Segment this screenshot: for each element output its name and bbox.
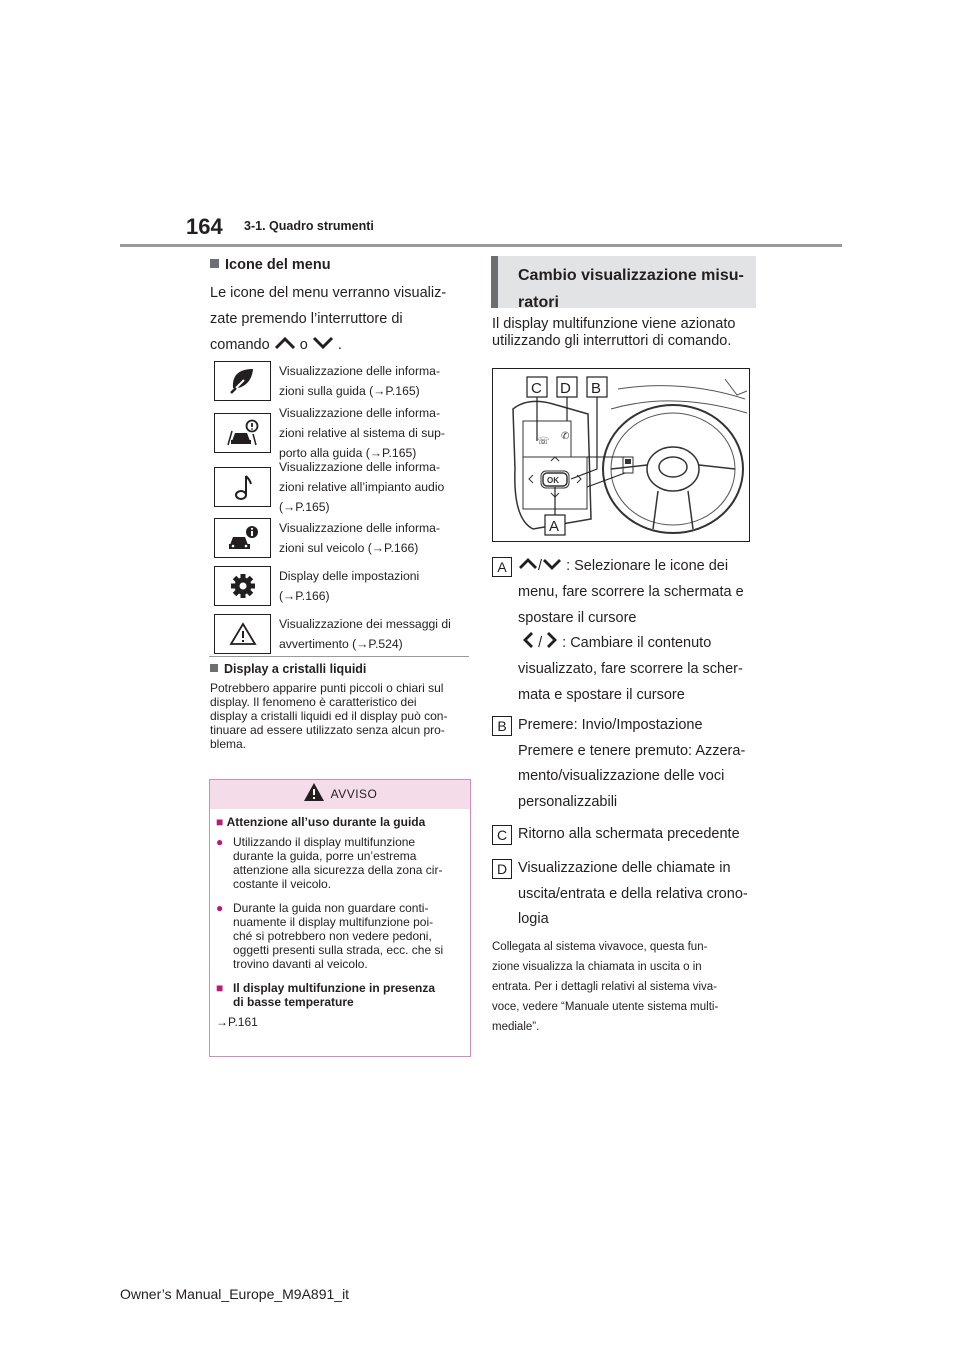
figure-label-c: C <box>531 380 542 397</box>
menu-icons-heading: Icone del menu <box>210 257 331 273</box>
music-note-icon-cell <box>214 467 271 507</box>
legend-item-a: A / : Selezionare le icone dei menu, fare scorrere la schermata e spostare il cursore / : Cambiare il contenuto visualizzato, fare scorrere la scher- mata e spostare il cursore <box>492 554 762 709</box>
icon-row-drive-info: Visualizzazione delle informa- zioni sulla guida (→P.165) <box>214 358 470 403</box>
leaf-icon-cell <box>214 361 271 401</box>
label-b-box: B <box>492 716 512 736</box>
label-d-box: D <box>492 859 512 879</box>
gear-icon <box>230 573 256 599</box>
svg-text:✆: ✆ <box>561 431 570 442</box>
footer-doc-id: Owner’s Manual_Europe_M9A891_it <box>120 1286 350 1302</box>
warning-bullet-2: ● Durante la guida non guardare conti- nuamente il display multifunzione poi- ché si potrebbero non vedere pedoni, oggetti presenti sulla strada, ecc. che si trovino davanti al veicolo. <box>216 901 444 971</box>
vivavoce-note: Collegata al sistema vivavoce, questa fun- zione visualizza la chiamata in uscita o in entrata. Per i dettagli relativi al sistema viva- voce, vedere “Manuale utente sistema multi- mediale”. <box>492 941 719 1033</box>
chevron-left-icon <box>522 631 534 649</box>
warning-icon <box>229 622 257 646</box>
icon-row-warnings: Visualizzazione dei messaggi di avvertimento (→P.524) <box>214 613 470 655</box>
warning-icon-cell <box>214 614 271 654</box>
chevron-down-icon <box>542 558 562 570</box>
menu-icons-table <box>214 358 470 655</box>
chevron-down-icon <box>312 336 334 350</box>
warning-header: AVVISO <box>210 780 470 809</box>
warning-subheading-cold: ■ Il display multifunzione in presenza di basse temperature <box>216 981 436 1009</box>
section-divider <box>209 656 469 657</box>
chevron-up-icon <box>518 558 538 570</box>
warning-subheading-driving: ■ Attenzione all’uso durante la guida <box>216 815 426 829</box>
header-rule <box>120 244 842 247</box>
driver-assist-icon-cell <box>214 413 271 453</box>
menu-icons-intro: Le icone del menu verranno visualiz- zate premendo l’interruttore di comando o . <box>210 285 447 353</box>
driver-assist-icon <box>226 419 260 447</box>
svg-text:☏: ☏ <box>537 436 550 447</box>
warning-box <box>209 779 471 1057</box>
label-c-box: C <box>492 825 512 845</box>
lcd-note: Potrebbero apparire punti piccoli o chiari sul display. Il fenomeno è caratteristico dei display a cristalli liquidi ed il display può con- tinuare ad essere utilizzato senza alcun pro- blema. <box>210 681 448 751</box>
vehicle-info-icon <box>226 525 260 551</box>
figure-label-b: B <box>591 380 602 397</box>
figure-label-a: A <box>549 518 560 535</box>
intro-text: Il display multifunzione viene azionato utilizzando gli interruttori di comando. <box>492 316 736 349</box>
square-bullet-icon <box>210 664 218 672</box>
legend-item-c: C Ritorno alla schermata precedente <box>492 822 762 848</box>
icon-row-settings: Display delle impostazioni (→P.166) <box>214 565 470 607</box>
legend-item-b: B Premere: Invio/Impostazione Premere e tenere premuto: Azzera- mento/visualizzazione delle voci personalizzabili <box>492 713 762 816</box>
square-bullet-icon <box>210 259 219 268</box>
warning-page-ref: →P.161 <box>216 1015 258 1029</box>
legend-list <box>492 554 762 933</box>
legend-item-d: D Visualizzazione delle chiamate in uscita/entrata e della relativa crono- logia <box>492 856 762 933</box>
figure-label-d: D <box>560 380 571 397</box>
label-a-box: A <box>492 557 512 577</box>
page-number: 164 <box>186 214 223 239</box>
leaf-icon <box>228 366 258 396</box>
lcd-heading: Display a cristalli liquidi <box>210 662 366 676</box>
ok-key-label: OK <box>547 476 559 485</box>
chevron-up-icon <box>274 336 296 350</box>
warning-bullet-1: ● Utilizzando il display multifunzione durante la guida, porre un’estrema attenzione alla sicurezza della zona cir- costante il veicolo. <box>216 835 443 891</box>
gear-icon-cell <box>214 566 271 606</box>
icon-row-driving-support: Visualizzazione delle informa- zioni relative al sistema di sup- porto alla guida (→P.165) <box>214 409 470 457</box>
music-note-icon <box>233 473 253 501</box>
chevron-right-icon <box>546 631 558 649</box>
steering-switch-figure <box>492 368 750 542</box>
section-heading-box: Cambio visualizzazione misu- ratori <box>491 256 756 308</box>
warning-triangle-icon <box>303 782 325 802</box>
vehicle-info-icon-cell <box>214 518 271 558</box>
steering-switch-illustration <box>493 369 749 541</box>
icon-row-vehicle: Visualizzazione delle informa- zioni sul veicolo (→P.166) <box>214 517 470 559</box>
icon-row-audio: Visualizzazione delle informa- zioni relative all’impianto audio (→P.165) <box>214 463 470 511</box>
section-title: 3-1. Quadro strumenti <box>244 219 374 233</box>
